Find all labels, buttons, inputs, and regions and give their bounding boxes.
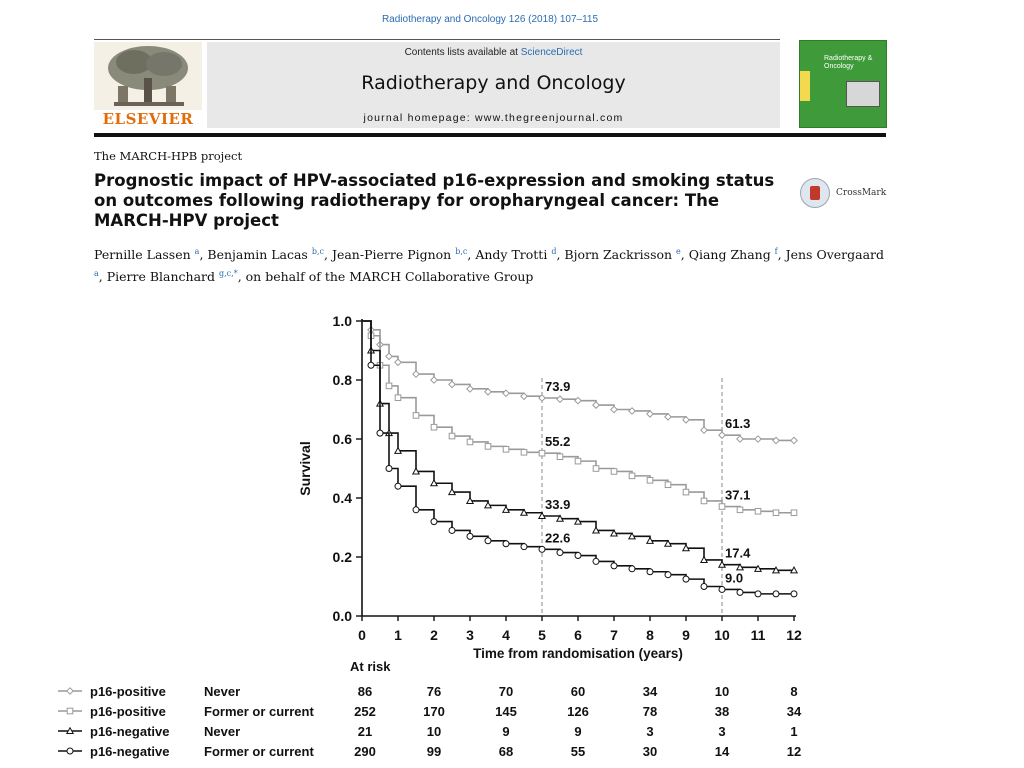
at-risk-count: 9: [574, 724, 582, 739]
data-label: 37.1: [725, 487, 751, 503]
data-point: [719, 504, 725, 510]
x-tick-label: 11: [750, 627, 766, 643]
y-tick-label: 0.8: [332, 372, 352, 388]
data-point: [773, 510, 779, 516]
journal-citation: Radiotherapy and Oncology 126 (2018) 107–115: [381, 14, 599, 25]
data-label: 33.9: [545, 496, 571, 512]
data-point: [755, 508, 761, 514]
paper-title: Prognostic impact of HPV-associated p16-expression and smoking status on outcomes following radiotherapy for oropharyngeal cancer: The MARCH-HPV project: [94, 171, 775, 230]
x-tick-label: 2: [430, 627, 438, 643]
data-point: [386, 353, 392, 359]
data-point: [719, 432, 725, 438]
sciencedirect-link[interactable]: ScienceDirect: [520, 47, 583, 58]
contents-prefix: Contents lists available at: [404, 47, 521, 58]
cover-title: Radiotherapy & Oncology: [824, 55, 873, 70]
author-name[interactable]: Jean-Pierre Pignon $^{b,c}$: [331, 247, 468, 263]
y-tick-label: 1.0: [332, 313, 352, 329]
legend-marker: [67, 748, 73, 754]
data-point: [575, 458, 581, 464]
crossmark-label: CrossMark: [836, 188, 887, 198]
data-point: [431, 519, 437, 525]
legend-marker: [67, 708, 73, 714]
data-point: [431, 424, 437, 430]
data-point: [629, 566, 635, 572]
at-risk-smoking: Never: [204, 724, 241, 739]
journal-cover: [799, 40, 887, 128]
section-label: The MARCH-HPB project: [94, 149, 243, 163]
data-point: [413, 507, 419, 513]
data-point: [377, 430, 383, 436]
at-risk-count: 290: [354, 744, 376, 759]
data-point: [791, 591, 797, 597]
at-risk-group: p16-positive: [90, 704, 166, 719]
data-point: [449, 527, 455, 533]
data-point: [395, 395, 401, 401]
data-point: [485, 538, 491, 544]
author-affiliation[interactable]: a: [94, 269, 99, 279]
x-tick-label: 3: [466, 627, 474, 643]
author-list: Pernille Lassen $^a$, Benjamin Lacas $^{b,c}$, Jean-Pierre Pignon $^{b,c}$, Andy Trotti $^d$, Bjorn Zackrisson $^e$, Qiang Zhang $^f$, Jens Overgaard $^a$, Pierre Blanchard $^{g,c,*}$, on behalf of the MARCH Collaborative Group: [94, 247, 885, 285]
data-point: [755, 436, 761, 442]
at-risk-count: 76: [426, 684, 442, 699]
cover-strip: [800, 71, 810, 101]
data-point: [647, 478, 653, 484]
author-name[interactable]: Benjamin Lacas $^{b,c}$: [207, 247, 324, 263]
x-axis-label: Time from randomisation (years): [473, 646, 683, 661]
legend-marker: [67, 688, 73, 694]
data-point: [395, 483, 401, 489]
data-point: [503, 541, 509, 547]
x-tick-label: 5: [538, 627, 546, 643]
data-point: [665, 482, 671, 488]
data-point: [683, 576, 689, 582]
author-suffix: on behalf of the MARCH Collaborative Group: [245, 269, 534, 285]
data-point: [773, 591, 779, 597]
journal-name: Radiotherapy and Oncology: [361, 72, 626, 94]
data-point: [557, 396, 563, 402]
data-point: [467, 386, 473, 392]
at-risk-smoking: Never: [204, 684, 241, 699]
y-tick-label: 0.4: [332, 490, 352, 506]
data-point: [521, 544, 527, 550]
data-point: [755, 591, 761, 597]
data-point: [395, 359, 401, 365]
data-point: [557, 454, 563, 460]
at-risk-count: 78: [642, 704, 658, 719]
author-affiliation[interactable]: b,c: [455, 247, 468, 256]
data-point: [629, 473, 635, 479]
contents-line: [207, 47, 780, 58]
data-point: [593, 402, 599, 408]
data-point: [611, 406, 617, 412]
at-risk-group: p16-negative: [90, 724, 170, 739]
journal-homepage[interactable]: journal homepage: www.thegreenjournal.com: [363, 112, 624, 124]
data-point: [611, 563, 617, 569]
at-risk-group: p16-positive: [90, 684, 166, 699]
at-risk-count: 170: [423, 704, 445, 719]
data-point: [449, 381, 455, 387]
author-affiliation[interactable]: f: [774, 247, 778, 256]
data-label: 61.3: [725, 416, 751, 432]
at-risk-count: 14: [714, 744, 730, 759]
x-tick-label: 10: [714, 627, 730, 643]
at-risk-count: 30: [642, 744, 658, 759]
data-point: [593, 466, 599, 472]
y-tick-label: 0.0: [332, 608, 352, 624]
at-risk-count: 21: [357, 724, 373, 739]
at-risk-count: 68: [498, 744, 514, 759]
at-risk-count: 55: [570, 744, 586, 759]
data-label: 73.9: [545, 378, 571, 394]
x-tick-label: 7: [610, 627, 618, 643]
data-point: [701, 427, 707, 433]
data-point: [485, 444, 491, 450]
data-point: [539, 450, 545, 456]
author-affiliation[interactable]: a: [194, 247, 200, 256]
data-point: [575, 553, 581, 559]
at-risk-count: 10: [714, 684, 730, 699]
data-point: [791, 437, 797, 443]
at-risk-count: 60: [570, 684, 586, 699]
at-risk-count: 9: [502, 724, 510, 739]
data-point: [467, 533, 473, 539]
y-axis-label: Survival: [297, 441, 313, 496]
data-point: [413, 413, 419, 419]
data-point: [449, 433, 455, 439]
author-affiliation[interactable]: d: [551, 247, 557, 256]
x-tick-label: 8: [646, 627, 654, 643]
at-risk-count: 38: [714, 704, 730, 719]
data-point: [467, 439, 473, 445]
author-name[interactable]: Andy Trotti $^d$: [475, 247, 557, 263]
elsevier-tree-icon: [94, 42, 202, 110]
at-risk-count: 70: [498, 684, 514, 699]
elsevier-wordmark: ELSEVIER: [102, 110, 194, 128]
author-name[interactable]: Jens Overgaard $^a$: [94, 247, 885, 279]
author-name[interactable]: Pierre Blanchard $^{g,c,*}$: [106, 269, 238, 285]
at-risk-smoking: Former or current: [204, 704, 314, 719]
at-risk-count: 1: [790, 724, 798, 739]
at-risk-count: 252: [354, 704, 376, 719]
data-label: 9.0: [725, 570, 744, 586]
data-point: [521, 449, 527, 455]
x-tick-label: 6: [574, 627, 582, 643]
author-name[interactable]: Bjorn Zackrisson $^e$: [564, 247, 681, 263]
cover-photo: [846, 81, 880, 107]
elsevier-logo: [94, 42, 202, 128]
y-tick-label: 0.2: [332, 549, 352, 565]
data-point: [665, 572, 671, 578]
author-name[interactable]: Pernille Lassen $^a$: [94, 247, 200, 263]
data-point: [683, 489, 689, 495]
x-tick-label: 12: [786, 627, 802, 643]
data-label: 55.2: [545, 434, 571, 450]
author-affiliation[interactable]: e: [676, 247, 681, 256]
journal-masthead: [207, 42, 780, 128]
data-point: [737, 589, 743, 595]
header-rule: [94, 39, 780, 40]
at-risk-count: 12: [786, 744, 802, 759]
author-name[interactable]: Qiang Zhang $^f$: [688, 247, 778, 263]
x-tick-label: 9: [682, 627, 690, 643]
data-point: [503, 447, 509, 453]
data-label: 17.4: [725, 545, 751, 561]
data-point: [737, 436, 743, 442]
data-point: [611, 469, 617, 475]
at-risk-count: 145: [495, 704, 517, 719]
at-risk-count: 86: [357, 684, 373, 699]
data-point: [701, 498, 707, 504]
crossmark-icon: [800, 178, 830, 208]
at-risk-group: p16-negative: [90, 744, 170, 759]
at-risk-count: 99: [426, 744, 442, 759]
data-point: [791, 510, 797, 516]
x-tick-label: 1: [394, 627, 402, 643]
data-point: [368, 362, 374, 368]
data-point: [557, 550, 563, 556]
data-point: [539, 546, 545, 552]
at-risk-count: 3: [646, 724, 654, 739]
at-risk-count: 34: [786, 704, 802, 719]
at-risk-count: 10: [426, 724, 442, 739]
data-point: [737, 507, 743, 513]
crossmark-badge[interactable]: [800, 178, 886, 208]
data-point: [431, 377, 437, 383]
data-point: [719, 586, 725, 592]
author-affiliation[interactable]: g,c,*: [219, 269, 238, 279]
at-risk-count: 8: [790, 684, 798, 699]
data-point: [701, 584, 707, 590]
at-risk-count: 126: [567, 704, 589, 719]
series-line: [362, 321, 794, 570]
data-point: [386, 383, 392, 389]
at-risk-label: At risk: [350, 659, 391, 674]
at-risk-smoking: Former or current: [204, 744, 314, 759]
data-point: [386, 466, 392, 472]
x-tick-label: 0: [358, 627, 366, 643]
header-bottom-rule: [94, 133, 886, 137]
at-risk-count: 3: [718, 724, 726, 739]
author-affiliation[interactable]: b,c: [311, 247, 324, 256]
data-point: [647, 569, 653, 575]
data-point: [413, 371, 419, 377]
x-tick-label: 4: [502, 627, 510, 643]
survival-chart: [0, 300, 1024, 768]
data-label: 22.6: [545, 530, 571, 546]
y-tick-label: 0.6: [332, 431, 352, 447]
at-risk-count: 34: [642, 684, 658, 699]
data-point: [593, 558, 599, 564]
